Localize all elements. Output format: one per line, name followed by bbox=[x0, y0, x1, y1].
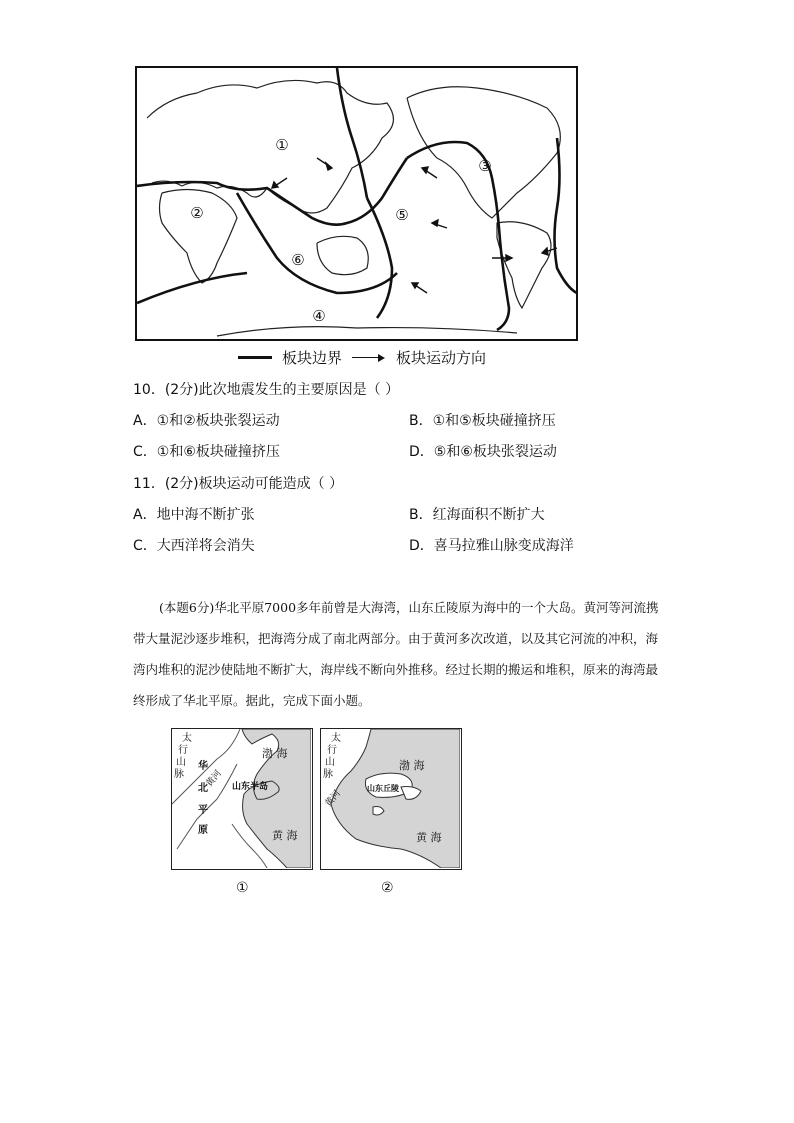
map2-label-tai: 太 bbox=[331, 733, 341, 744]
map2-label-bohai: 渤 海 bbox=[399, 759, 425, 772]
map1-label-tai: 太 bbox=[182, 733, 192, 744]
map2-caption: ② bbox=[381, 880, 394, 896]
legend-direction: 板块运动方向 bbox=[396, 349, 487, 367]
q10-option-a[interactable]: A．①和②板块张裂运动 bbox=[133, 413, 280, 429]
map1-label-yellow-river: 黄河 bbox=[204, 768, 224, 789]
legend-boundary: 板块边界 bbox=[282, 349, 343, 367]
q11-stem: 11．(2分)板块运动可能造成（ ） bbox=[133, 476, 344, 492]
map2-label-hang: 行 bbox=[327, 745, 337, 756]
north-china-map-1 bbox=[171, 728, 313, 870]
map1-label-ping: 平 bbox=[198, 805, 208, 816]
q11-option-b[interactable]: B．红海面积不断扩大 bbox=[409, 507, 545, 523]
map2-label-shan: 山 bbox=[325, 757, 335, 768]
map2-label-mai: 脉 bbox=[323, 769, 333, 780]
map1-label-huanghai: 黄 海 bbox=[272, 829, 298, 842]
map1-label-hua: 华 bbox=[198, 761, 208, 772]
plate-label-4: ④ bbox=[312, 307, 326, 325]
plate-label-5: ⑤ bbox=[395, 206, 409, 224]
map2-label-hills: 山东丘陵 bbox=[367, 784, 399, 793]
q11-option-d[interactable]: D．喜马拉雅山脉变成海洋 bbox=[409, 538, 574, 554]
plate-label-3: ③ bbox=[478, 157, 492, 175]
plate-map bbox=[135, 66, 578, 341]
map2-label-yellow-river: 黄河 bbox=[323, 788, 343, 809]
map1-label-peninsula: 山东半岛 bbox=[232, 782, 269, 792]
map1-label-mai: 脉 bbox=[174, 769, 184, 780]
map1-label-bei: 北 bbox=[198, 783, 208, 794]
passage: (本题6分)华北平原7000多年前曾是大海湾，山东丘陵原为海中的一个大岛。黄河等河流携带大量泥沙逐步堆积，把海湾分成了南北两部分。由于黄河多次改道，以及其它河流的冲积，海湾内堆积的泥沙使陆地不断扩大，海岸线不断向外推移。经过长期的搬运和堆积，原来的海湾最终形成了华北平原。据此，完成下面小题。 bbox=[133, 600, 659, 708]
q10-stem: 10．(2分)此次地震发生的主要原因是（ ） bbox=[133, 382, 400, 398]
plate-map-drawing bbox=[137, 68, 578, 341]
map1-label-bohai: 渤 海 bbox=[262, 747, 288, 760]
q11-option-c[interactable]: C．大西洋将会消失 bbox=[133, 538, 255, 554]
boundary-line-symbol bbox=[238, 356, 272, 359]
q10-option-d[interactable]: D．⑤和⑥板块张裂运动 bbox=[409, 444, 557, 460]
map2-label-huanghai: 黄 海 bbox=[416, 831, 442, 844]
map1-label-shan: 山 bbox=[176, 757, 186, 768]
map1-label-hang: 行 bbox=[178, 745, 188, 756]
map1-drawing bbox=[172, 729, 311, 868]
map2-drawing bbox=[321, 729, 460, 868]
q10-option-c[interactable]: C．①和⑥板块碰撞挤压 bbox=[133, 444, 280, 460]
q11-option-a[interactable]: A．地中海不断扩张 bbox=[133, 507, 255, 523]
q10-option-b[interactable]: B．①和⑤板块碰撞挤压 bbox=[409, 413, 556, 429]
map-legend bbox=[238, 347, 486, 368]
plate-label-6: ⑥ bbox=[291, 251, 305, 269]
north-china-map-2 bbox=[320, 728, 462, 870]
map1-caption: ① bbox=[236, 880, 249, 896]
plate-label-2: ② bbox=[190, 204, 204, 222]
direction-arrow-icon bbox=[352, 354, 386, 362]
plate-label-1: ① bbox=[275, 136, 289, 154]
map1-label-yuan: 原 bbox=[198, 825, 208, 836]
